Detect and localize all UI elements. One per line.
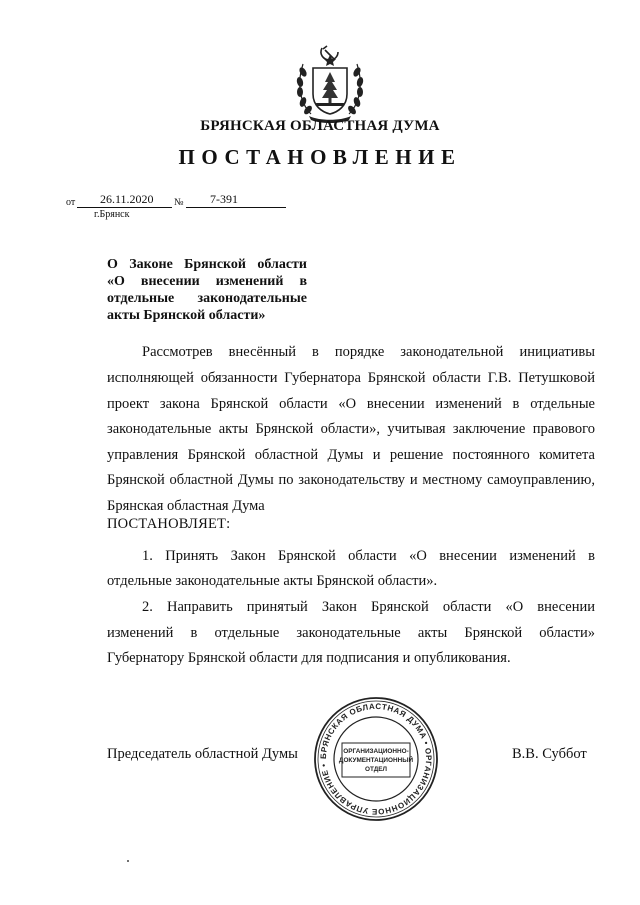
body-line: проект закона Брянской области «О внесении изменений в отдельные [107,396,595,412]
number-prefix: № [174,197,184,208]
resolution-item-2-line: 2. Направить принятый Закон Брянской области «О внесении [142,599,595,615]
document-date: 26.11.2020 [100,192,154,206]
date-prefix: от [66,197,76,208]
signatory-name: В.В. Суббот [512,746,587,762]
resolution-item-1-line: отдельные законодательные акты Брянской области». [107,573,438,589]
city-label: г.Брянск [94,209,130,220]
resolves-heading: ПОСТАНОВЛЯЕТ: [107,516,231,532]
body-line: законодательные акты Брянской области», учитывая заключение правового [107,421,595,437]
subject-line: О Законе Брянской области [107,257,307,272]
resolution-item-2-line: изменений в отдельные законодательные акты Брянской области» [107,625,595,641]
subject-line: отдельные законодательные [107,291,307,306]
body-line: управления Брянской областной Думы и решение постоянного комитета [107,447,595,463]
resolution-item-2-line: Губернатору Брянской области для подписания и опубликования. [107,650,511,666]
document-number: 7-391 [210,192,238,206]
document-type-title: ПОСТАНОВЛЕНИЕ [178,145,462,169]
coat-of-arms-emblem [289,42,371,124]
signatory-position: Председатель областной Думы [107,746,298,762]
date-underline [77,207,172,208]
resolution-subject [107,256,307,324]
stamp-ring-text: БРЯНСКАЯ ОБЛАСТНАЯ ДУМА • ОРГАНИЗАЦИОННОЕ УПРАВЛЕНИЕ • [318,701,434,817]
subject-line: «О внесении изменений в [107,274,307,289]
stamp-center-line: ДОКУМЕНТАЦИОННЫЙ [338,757,414,764]
subject-line: акты Брянской области» [107,308,266,323]
scan-speck [127,860,129,862]
stamp-center-line: ОРГАНИЗАЦИОННО- [343,748,409,755]
resolution-item-1-line: 1. Принять Закон Брянской области «О внесении изменений в [142,548,595,564]
organization-name: БРЯНСКАЯ ОБЛАСТНАЯ ДУМА [200,118,440,134]
body-line: Рассмотрев внесённый в порядке законодательной инициативы [142,344,595,360]
body-line: Брянская областная Дума [107,498,265,514]
body-line: исполняющей обязанности Губернатора Брянской области Г.В. Петушковой [107,370,595,386]
number-underline [186,207,286,208]
stamp-center-line: ОТДЕЛ [364,766,388,773]
body-line: Брянской областной Думы по законодательству и местному самоуправлению, [107,472,595,488]
official-stamp [312,695,440,823]
